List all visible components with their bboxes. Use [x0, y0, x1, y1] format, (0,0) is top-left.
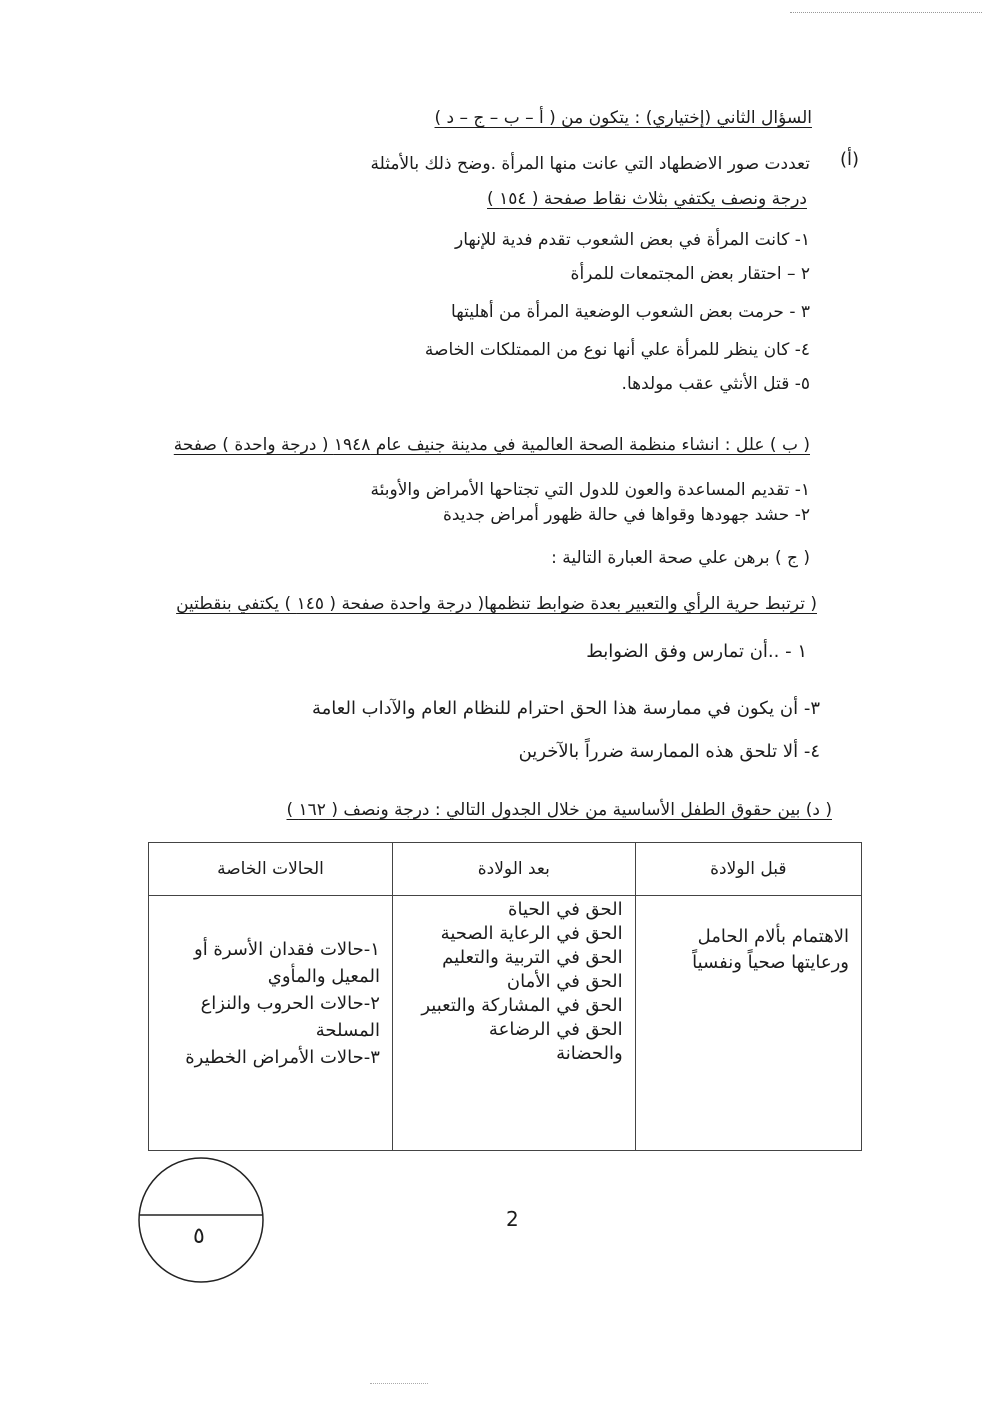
part-a-grade: درجة ونصف يكتفي بثلاث نقاط صفحة ( ١٥٤ ) — [487, 189, 807, 209]
list-item: المسلحة — [315, 1020, 380, 1041]
page-number: 2 — [506, 1207, 519, 1231]
list-item: الحق في الحياة — [508, 899, 623, 920]
cell-after-birth — [392, 896, 635, 1151]
header-after-birth: بعد الولادة — [392, 843, 635, 896]
list-item: ٣-حالات الأمراض الخطيرة — [185, 1047, 380, 1068]
list-item: الحق في الرعاية الصحية — [440, 923, 623, 944]
list-item: ١-حالات فقدان الأسرة أو — [194, 939, 380, 960]
score-circle-shape — [136, 1155, 266, 1285]
part-a-item-1: ١- كانت المرأة في بعض الشعوب تقدم فدية للإنهار — [454, 230, 810, 250]
part-a-item-4: ٤- كان ينظر للمرأة علي أنها نوع من الممتلكات الخاصة — [424, 340, 810, 360]
part-a-item-5: ٥- قتل الأنثي عقب مولدها. — [621, 374, 810, 394]
list-item: الحق في المشاركة والتعبير — [421, 995, 623, 1016]
part-a-item-2: ٢ – احتقار بعض المجتمعات للمرأة — [570, 264, 810, 284]
part-b-question: ( ب ) علل : انشاء منظمة الصحة العالمية في مدينة جنيف عام ١٩٤٨ ( درجة واحدة ) صفحة — [173, 435, 810, 455]
part-c-question: ( ج ) برهن علي صحة العبارة التالية : — [551, 548, 810, 568]
score-value: ٥ — [193, 1224, 205, 1249]
part-c-statement: ( ترتبط حرية الرأي والتعبير بعدة ضوابط تنظمها( درجة واحدة صفحة ( ١٤٥ ) يكتفي بنقطتين — [176, 594, 817, 614]
list-item: الحق في الرضاعة — [488, 1019, 623, 1040]
part-d-question: ( د) بين حقوق الطفل الأساسية من خلال الجدول التالي : درجة ونصف ( ١٦٢ ) — [286, 800, 832, 820]
list-item: ورعايتها صحياً ونفسياً — [692, 952, 849, 973]
table-row — [149, 896, 862, 1151]
part-b-item-2: ٢- حشد جهودها وقواها في حالة ظهور أمراض جديدة — [442, 505, 810, 525]
header-special-cases: الحالات الخاصة — [149, 843, 393, 896]
list-item: الحق في التربية والتعليم — [442, 947, 623, 968]
cell-before-birth — [635, 896, 861, 1151]
part-a-marker: (أ) — [839, 149, 859, 170]
part-a-question: تعددت صور الاضطهاد التي عانت منها المرأة .وضح ذلك بالأمثلة — [370, 154, 810, 174]
scan-artifact-dots — [370, 1383, 428, 1384]
part-c-item-4: ٤- ألا تلحق هذه الممارسة ضرراً بالآخرين — [518, 741, 820, 762]
scan-artifact-line — [790, 12, 982, 13]
part-a-item-3: ٣ - حرمت بعض الشعوب الوضعية المرأة من أهليتها — [451, 302, 810, 322]
child-rights-table — [148, 842, 862, 1151]
header-before-birth: قبل الولادة — [635, 843, 861, 896]
list-item: والحضانة — [556, 1043, 623, 1064]
score-circle — [136, 1155, 266, 1285]
list-item: الحق في الأمان — [506, 971, 623, 992]
table-header-row — [149, 843, 862, 896]
part-c-item-1: ١ - ..أن تمارس وفق الضوابط — [586, 641, 807, 662]
list-item: الاهتمام بألام الحامل — [697, 926, 849, 947]
question-header: السؤال الثاني (إختياري) : يتكون من ( أ – ب – ج – د ) — [434, 108, 812, 128]
list-item: المعيل والمأوي — [267, 966, 380, 987]
part-b-item-1: ١- تقديم المساعدة والعون للدول التي تجتاحها الأمراض والأوبئة — [370, 480, 810, 500]
part-c-item-3: ٣- أن يكون في ممارسة هذا الحق احترام للنظام العام والآداب العامة — [312, 698, 820, 719]
cell-special-cases — [149, 896, 393, 1151]
list-item: ٢-حالات الحروب والنزاع — [200, 993, 380, 1014]
